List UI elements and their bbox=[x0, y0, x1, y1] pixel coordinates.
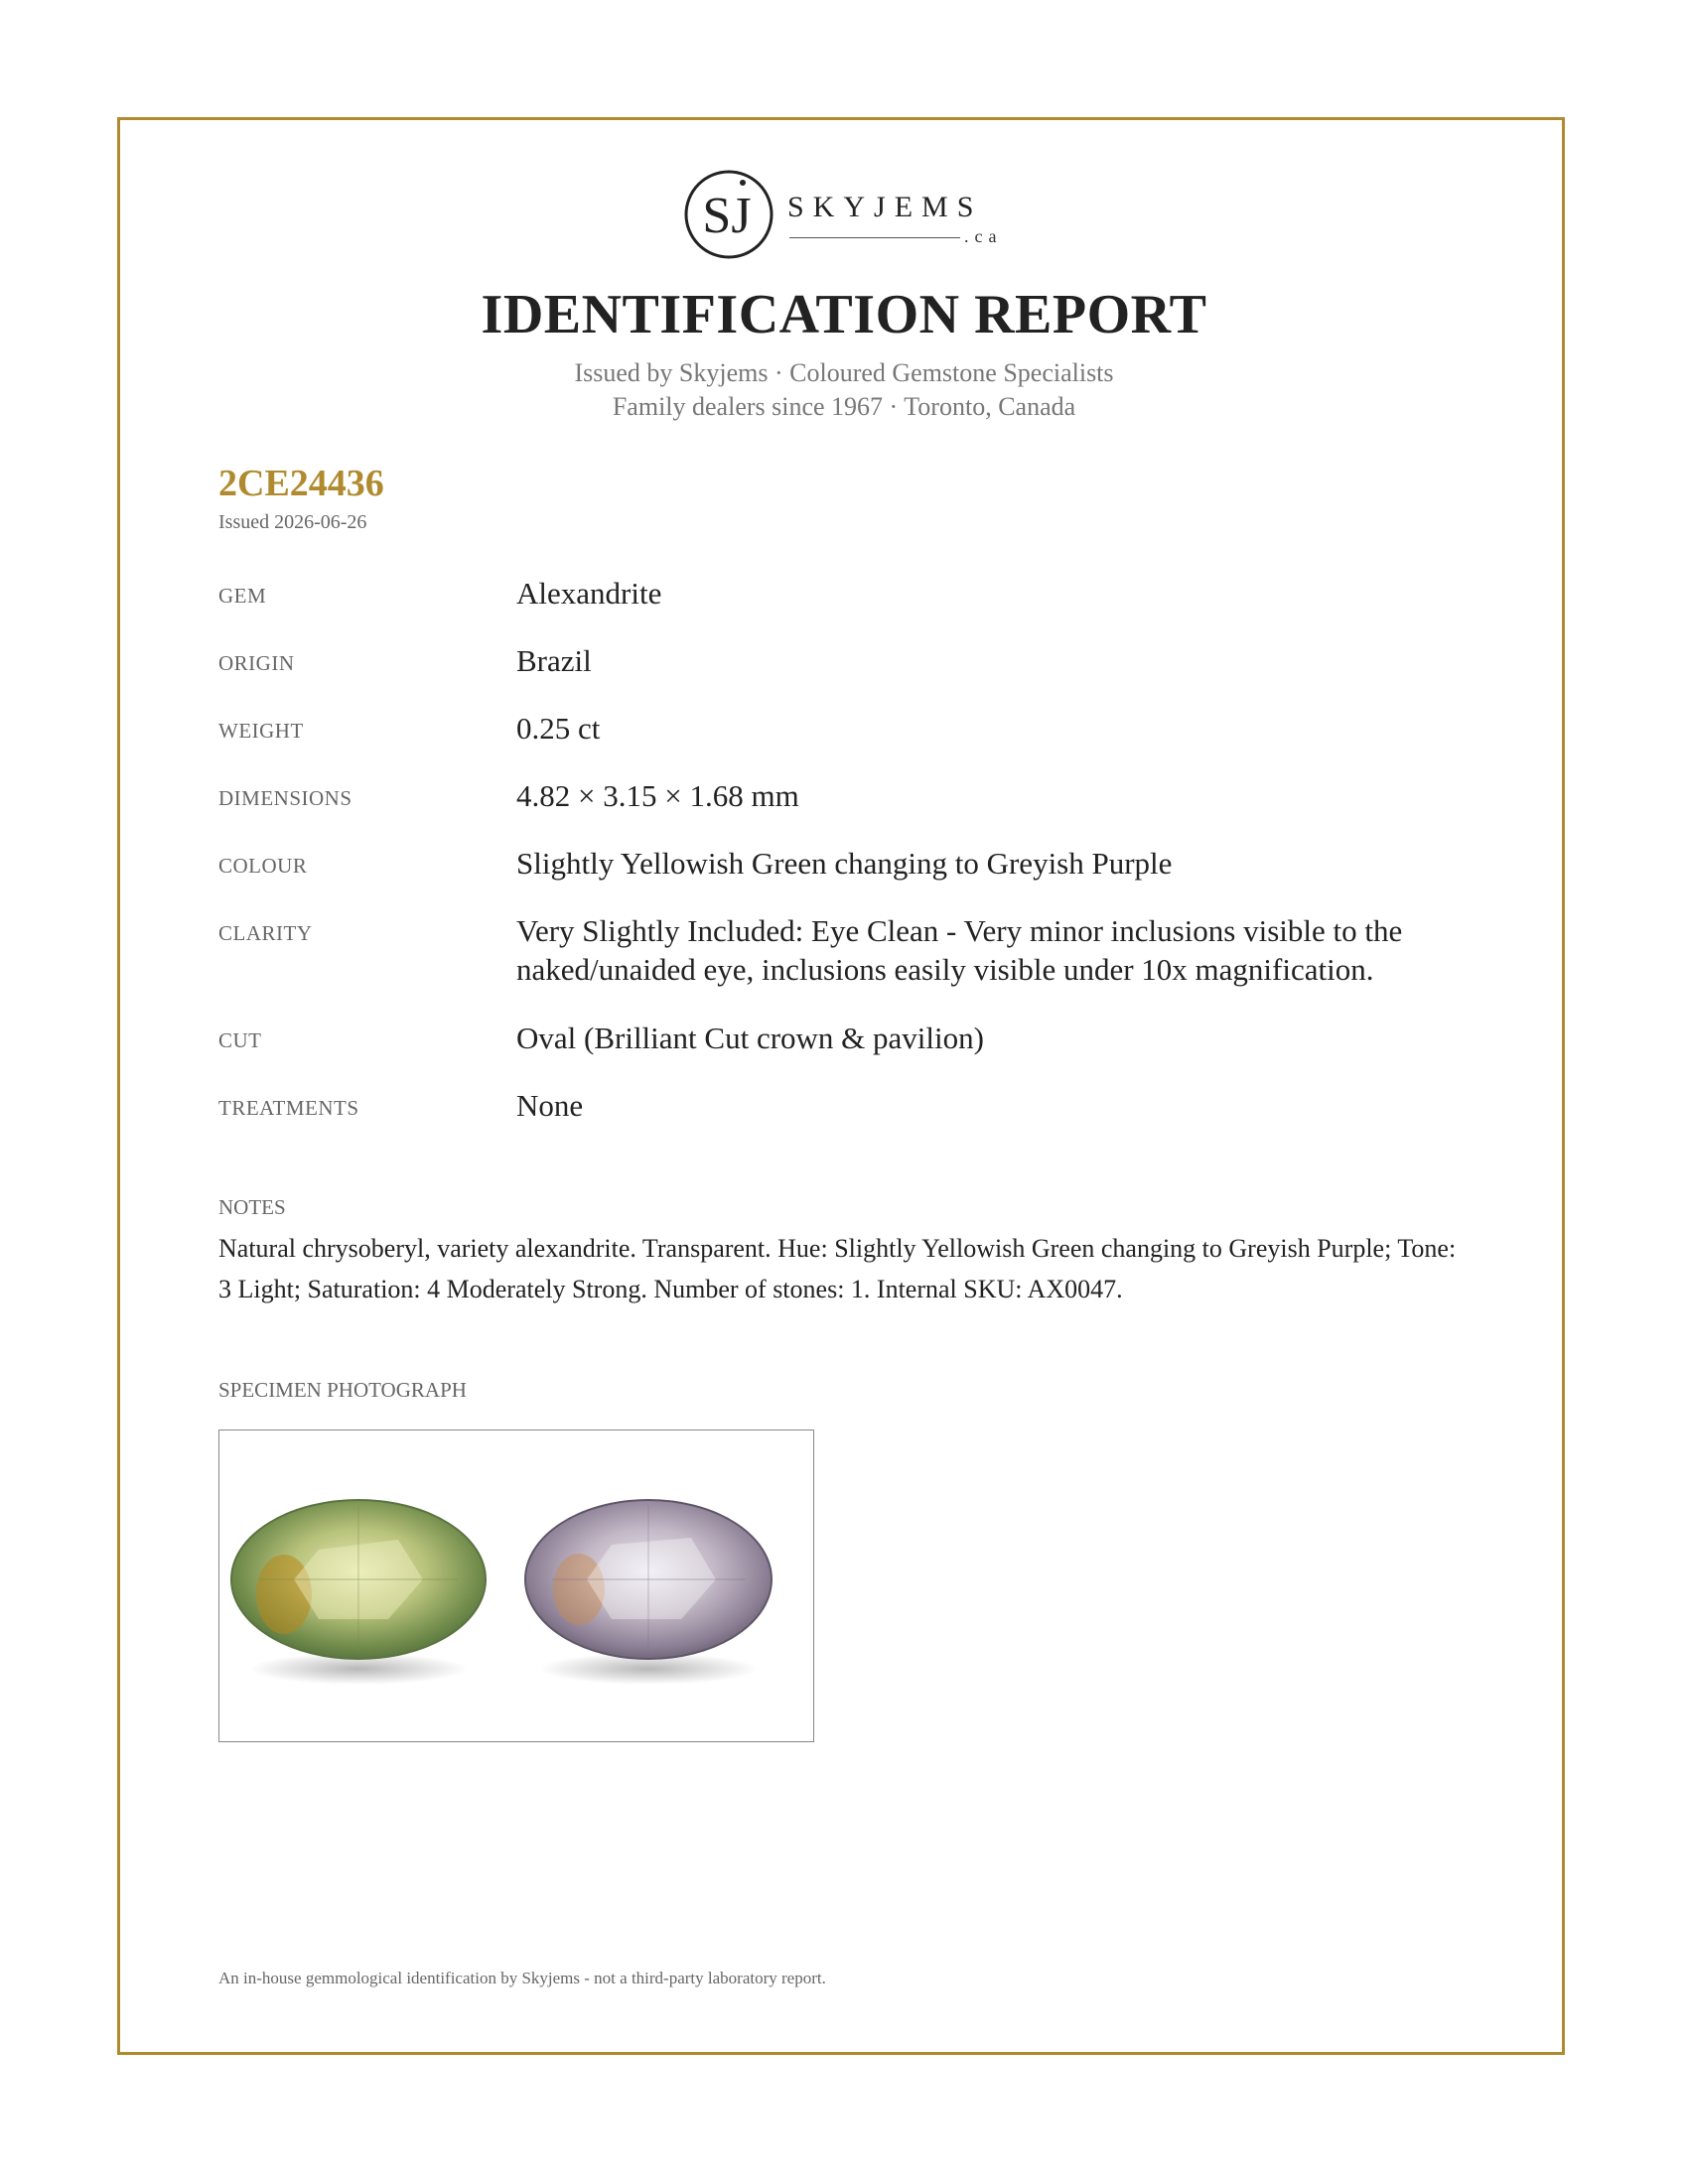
brand-divider bbox=[789, 237, 960, 238]
svg-text:SJ: SJ bbox=[702, 188, 752, 244]
field-label-treatments: TREATMENTS bbox=[218, 1096, 359, 1120]
brand-name: SKYJEMS bbox=[787, 191, 983, 223]
field-value-cut: Oval (Brilliant Cut crown & pavilion) bbox=[516, 1021, 984, 1055]
field-value-gem: Alexandrite bbox=[516, 576, 662, 611]
field-label-weight: WEIGHT bbox=[218, 719, 304, 743]
field-label-gem: GEM bbox=[218, 584, 267, 608]
subtitle-location: Family dealers since 1967 · Toronto, Canada bbox=[612, 392, 1076, 421]
disclaimer-footer: An in-house gemmological identification by Skyjems - not a third-party laboratory report. bbox=[218, 1969, 826, 1987]
field-value-colour: Slightly Yellowish Green changing to Greyish Purple bbox=[516, 846, 1173, 881]
field-value-origin: Brazil bbox=[516, 643, 592, 678]
field-value-clarity: Very Slightly Included: Eye Clean - Very minor inclusions visible to the naked/unaided eye, inclusions easily visible under 10x magnification. bbox=[516, 913, 1403, 987]
sj-monogram-icon bbox=[683, 165, 782, 264]
brand-tld: .ca bbox=[964, 226, 1003, 246]
field-label-clarity: CLARITY bbox=[218, 921, 313, 945]
field-value-treatments: None bbox=[516, 1088, 584, 1123]
specimen-photograph bbox=[218, 1430, 814, 1742]
field-label-cut: CUT bbox=[218, 1028, 262, 1052]
photo-label: SPECIMEN PHOTOGRAPH bbox=[218, 1378, 467, 1402]
notes-text: Natural chrysoberyl, variety alexandrite. Transparent. Hue: Slightly Yellowish Green changing to Greyish Purple; Tone: 3 Light; Saturation: 4 Moderately Strong. Number of stones: 1. Internal SKU: AX0047. bbox=[218, 1234, 1457, 1303]
subtitle-issuer: Issued by Skyjems · Coloured Gemstone Specialists bbox=[574, 358, 1114, 387]
report-id: 2CE24436 bbox=[218, 463, 384, 504]
field-value-dimensions: 4.82 × 3.15 × 1.68 mm bbox=[516, 778, 799, 813]
report-title: IDENTIFICATION REPORT bbox=[481, 284, 1207, 345]
skyjems-logo bbox=[683, 165, 1011, 264]
field-value-weight: 0.25 ct bbox=[516, 711, 601, 746]
issue-date: Issued 2026-06-26 bbox=[218, 511, 367, 533]
field-label-dimensions: DIMENSIONS bbox=[218, 786, 352, 810]
field-label-origin: ORIGIN bbox=[218, 651, 295, 675]
field-label-colour: COLOUR bbox=[218, 854, 308, 878]
notes-label: NOTES bbox=[218, 1195, 286, 1219]
